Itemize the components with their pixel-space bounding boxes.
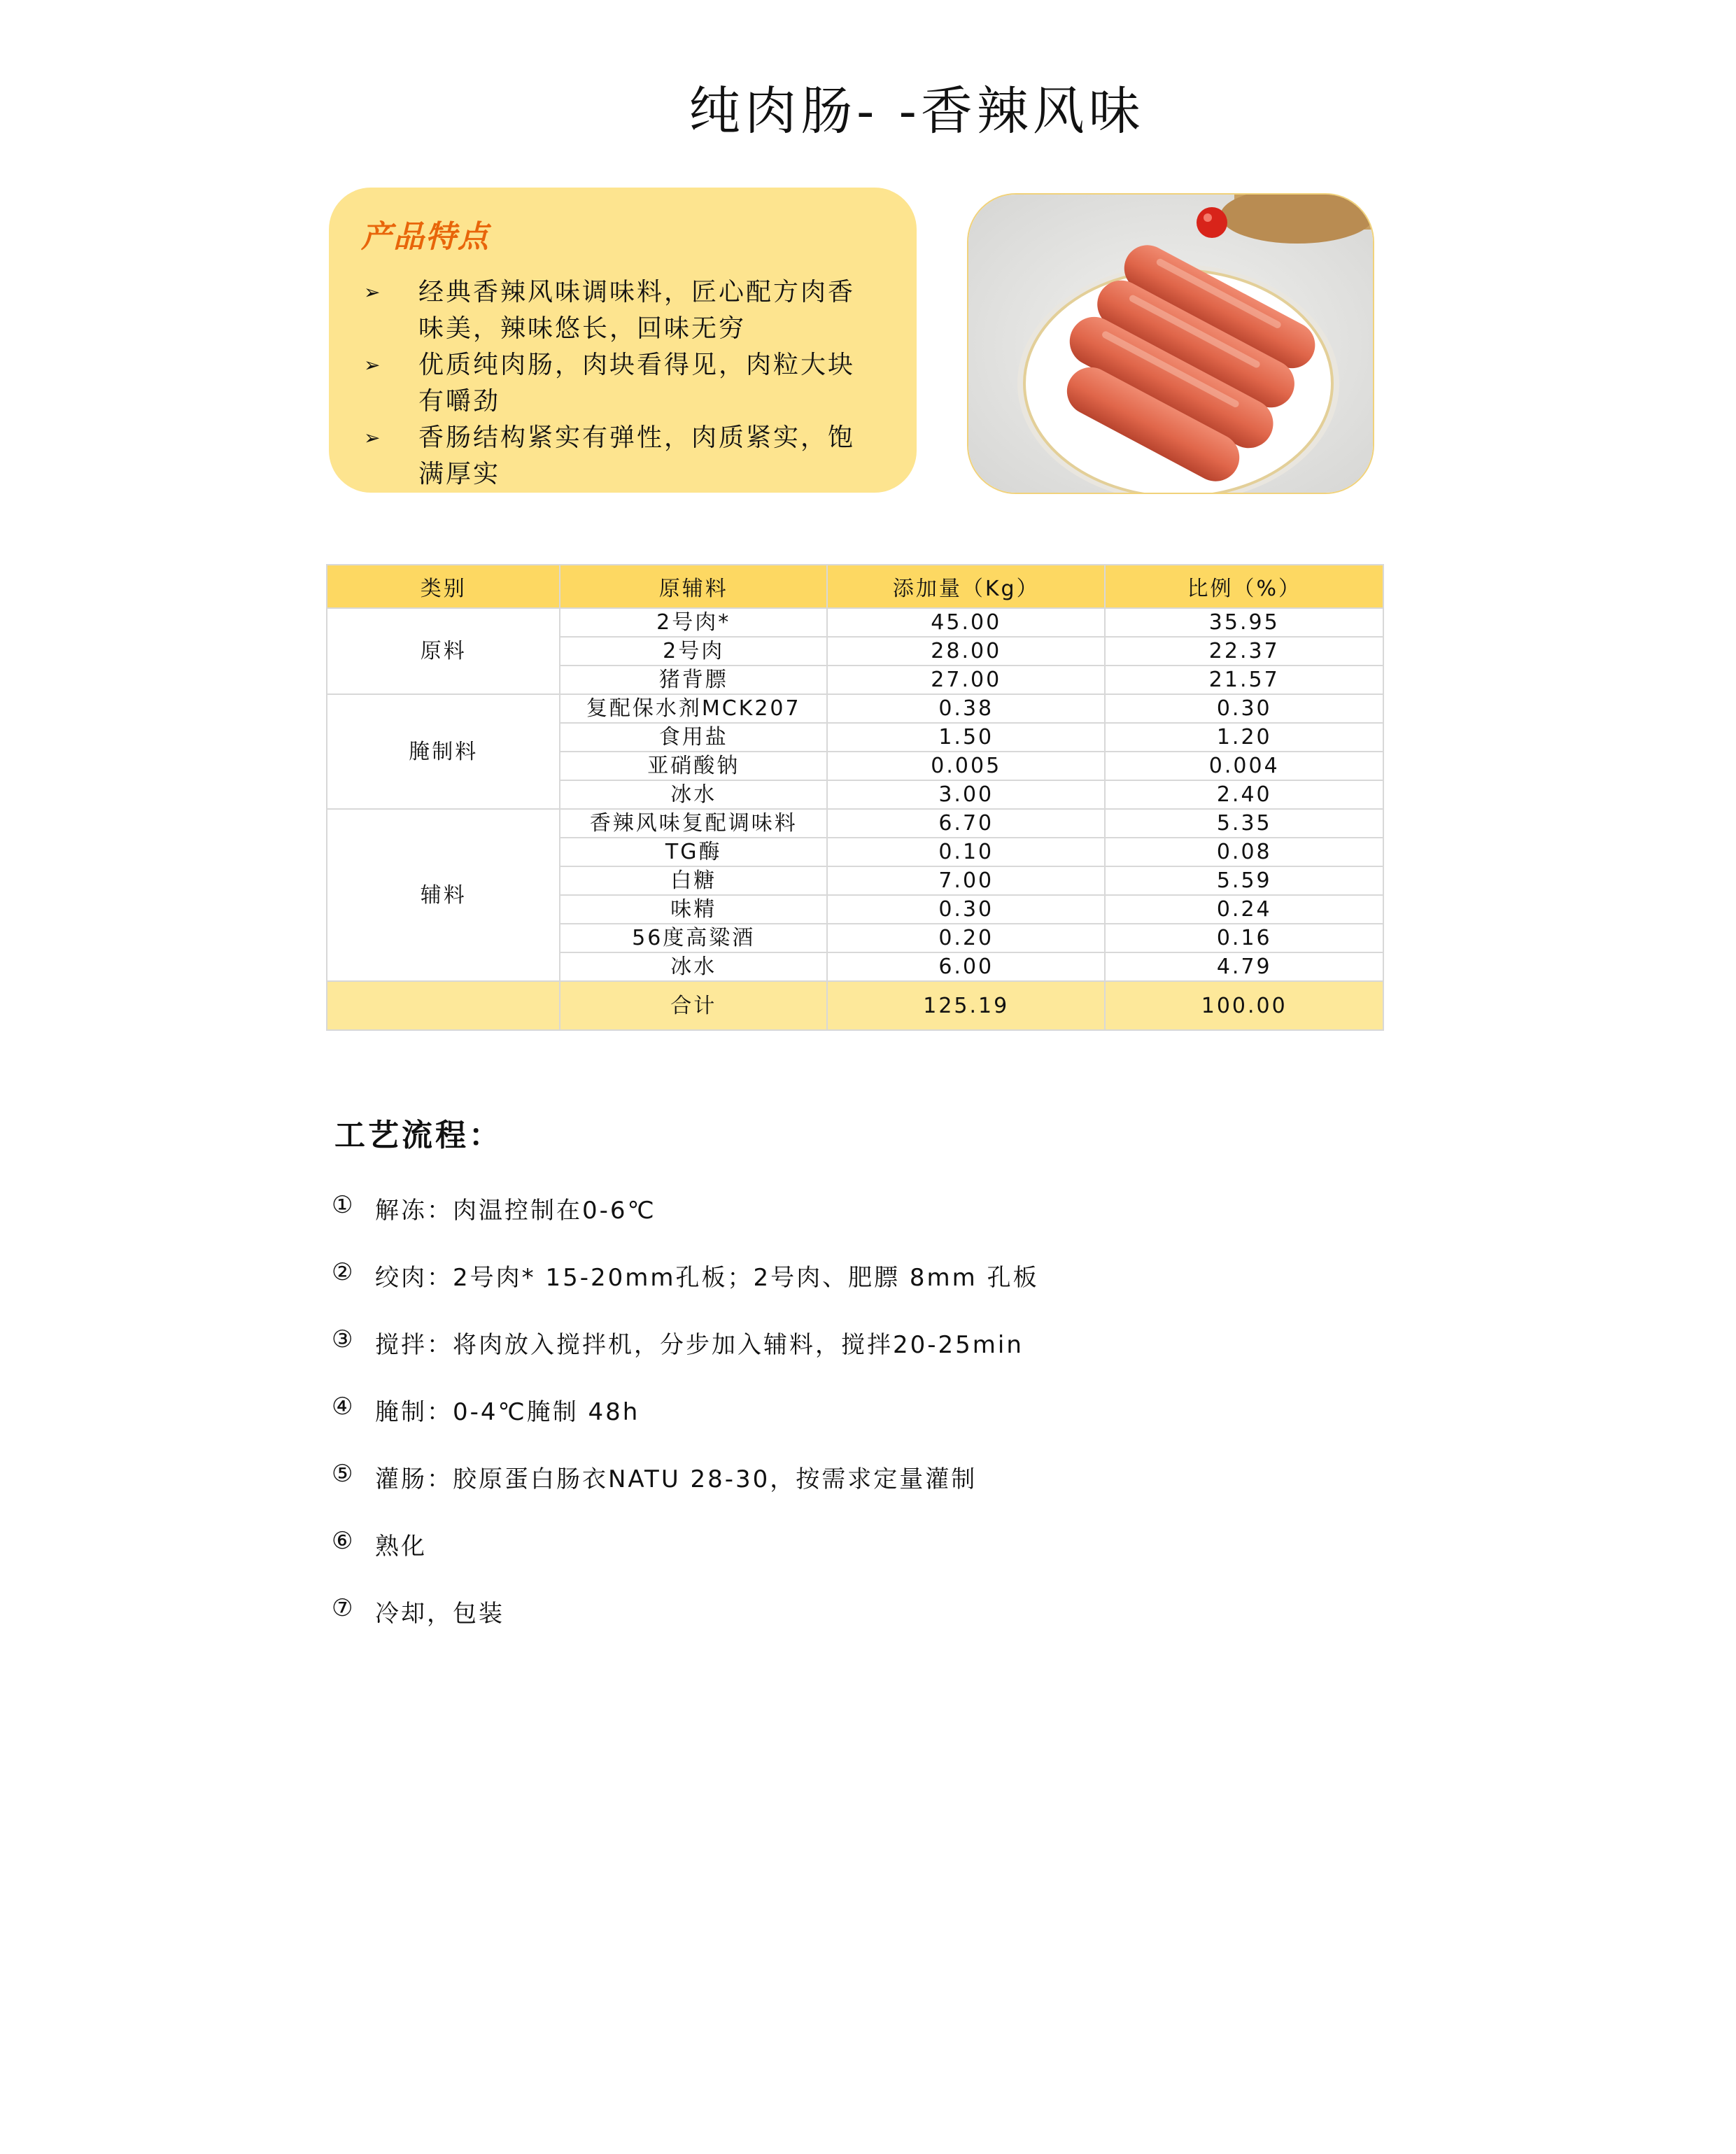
total-label: 合计 (560, 981, 827, 1030)
amount-cell: 0.10 (827, 838, 1105, 866)
table-row (327, 809, 1383, 838)
process-steps (332, 1191, 1039, 1661)
step-text: 绞肉：2号肉* 15-20mm孔板；2号肉、肥膘 8mm 孔板 (375, 1264, 1039, 1292)
sausage-plate-image (968, 195, 1374, 494)
amount-cell: 6.00 (827, 952, 1105, 981)
total-ratio: 100.00 (1105, 981, 1383, 1030)
group-auxiliary: 辅料 (327, 809, 560, 981)
total-row (327, 981, 1383, 1030)
ratio-cell: 0.30 (1105, 694, 1383, 723)
table-header-row (327, 565, 1383, 608)
amount-cell: 6.70 (827, 809, 1105, 838)
table-row (327, 608, 1383, 637)
header-amount: 添加量（Kg） (827, 565, 1105, 608)
amount-cell: 1.50 (827, 723, 1105, 752)
total-amount: 125.19 (827, 981, 1105, 1030)
ingredient-cell: 2号肉* (560, 608, 827, 637)
features-heading: 产品特点 (361, 219, 490, 255)
ingredient-cell: 56度高粱酒 (560, 924, 827, 952)
ratio-cell: 0.004 (1105, 752, 1383, 780)
ratio-cell: 1.20 (1105, 723, 1383, 752)
step-text: 熟化 (375, 1533, 427, 1561)
process-step (332, 1325, 1039, 1393)
step-text: 搅拌：将肉放入搅拌机，分步加入辅料，搅拌20-25min (375, 1331, 1024, 1359)
process-step (332, 1460, 1039, 1527)
process-step (332, 1527, 1039, 1594)
ingredient-cell: 味精 (560, 895, 827, 924)
amount-cell: 0.005 (827, 752, 1105, 780)
feature-text: 经典香辣风味调味料，匠心配方肉香味美，辣味悠长，回味无穷 (418, 278, 856, 343)
amount-cell: 7.00 (827, 866, 1105, 895)
step-number: ⑤ (332, 1460, 355, 1488)
ratio-cell: 5.35 (1105, 809, 1383, 838)
product-features-panel (329, 188, 917, 493)
ingredient-cell: 香辣风味复配调味料 (560, 809, 827, 838)
header-ratio: 比例（%） (1105, 565, 1383, 608)
ingredient-cell: 2号肉 (560, 637, 827, 666)
amount-cell: 0.30 (827, 895, 1105, 924)
sausage-photo (967, 193, 1374, 494)
ingredient-cell: 冰水 (560, 952, 827, 981)
ingredient-cell: 猪背膘 (560, 666, 827, 694)
amount-cell: 45.00 (827, 608, 1105, 637)
amount-cell: 0.20 (827, 924, 1105, 952)
recipe-table (326, 564, 1384, 1031)
group-curing: 腌制料 (327, 694, 560, 809)
ratio-cell: 21.57 (1105, 666, 1383, 694)
header-category: 类别 (327, 565, 560, 608)
table-row (327, 694, 1383, 723)
amount-cell: 27.00 (827, 666, 1105, 694)
feature-item (361, 274, 889, 347)
amount-cell: 28.00 (827, 637, 1105, 666)
step-number: ③ (332, 1325, 355, 1353)
step-number: ② (332, 1258, 355, 1286)
page-title: 纯肉肠- -香辣风味 (689, 81, 1145, 141)
amount-cell: 0.38 (827, 694, 1105, 723)
ingredient-cell: 亚硝酸钠 (560, 752, 827, 780)
arrow-bullet-icon: ➢ (364, 426, 383, 449)
amount-cell: 3.00 (827, 780, 1105, 809)
ingredient-cell: 冰水 (560, 780, 827, 809)
step-number: ⑦ (332, 1594, 355, 1622)
ratio-cell: 0.16 (1105, 924, 1383, 952)
ingredient-cell: TG酶 (560, 838, 827, 866)
header-ingredient: 原辅料 (560, 565, 827, 608)
step-number: ⑥ (332, 1527, 355, 1555)
ratio-cell: 0.08 (1105, 838, 1383, 866)
process-step (332, 1393, 1039, 1460)
step-text: 冷却，包装 (375, 1600, 504, 1628)
step-number: ① (332, 1191, 355, 1219)
process-step (332, 1594, 1039, 1661)
process-title: 工艺流程： (334, 1118, 502, 1153)
feature-item (361, 347, 889, 420)
ratio-cell: 22.37 (1105, 637, 1383, 666)
total-empty-cell (327, 981, 560, 1030)
ingredient-cell: 白糖 (560, 866, 827, 895)
ratio-cell: 2.40 (1105, 780, 1383, 809)
ratio-cell: 0.24 (1105, 895, 1383, 924)
ratio-cell: 5.59 (1105, 866, 1383, 895)
ingredient-cell: 复配保水剂MCK207 (560, 694, 827, 723)
process-step (332, 1258, 1039, 1325)
arrow-bullet-icon: ➢ (364, 281, 383, 304)
feature-text: 香肠结构紧实有弹性，肉质紧实，饱满厚实 (418, 423, 856, 488)
group-raw-material: 原料 (327, 608, 560, 694)
process-step (332, 1191, 1039, 1258)
step-text: 解冻：肉温控制在0-6℃ (375, 1197, 656, 1225)
ratio-cell: 4.79 (1105, 952, 1383, 981)
feature-item (361, 420, 889, 493)
ratio-cell: 35.95 (1105, 608, 1383, 637)
arrow-bullet-icon: ➢ (364, 353, 383, 376)
feature-text: 优质纯肉肠，肉块看得见，肉粒大块有嚼劲 (418, 351, 856, 416)
ingredient-cell: 食用盐 (560, 723, 827, 752)
step-number: ④ (332, 1393, 355, 1421)
step-text: 腌制：0-4℃腌制 48h (375, 1398, 640, 1426)
step-text: 灌肠：胶原蛋白肠衣NATU 28-30，按需求定量灌制 (375, 1465, 978, 1493)
